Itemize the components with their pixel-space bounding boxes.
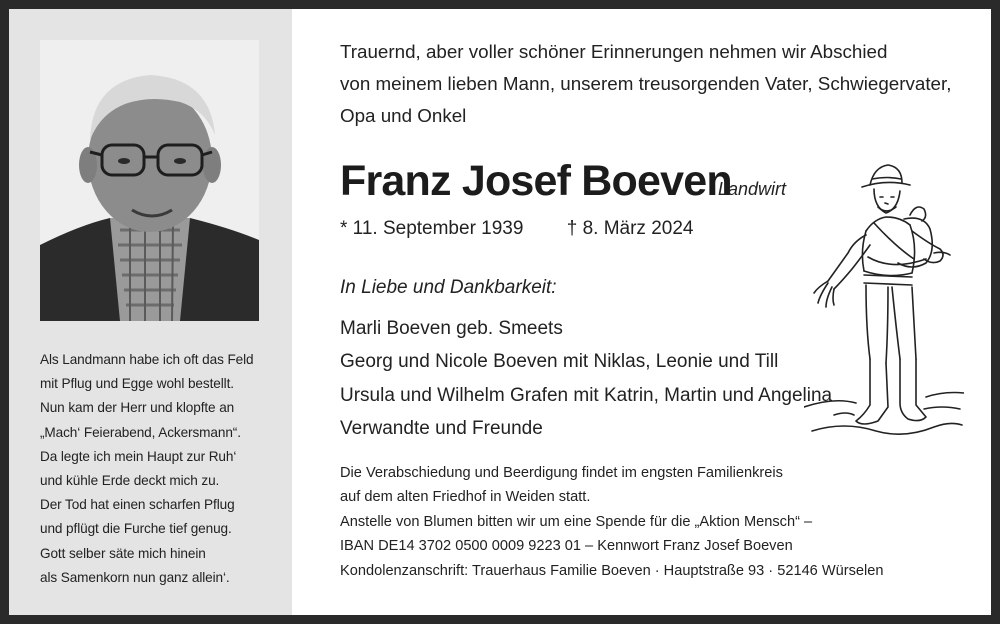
notice-line: Anstelle von Blumen bitten wir um eine Spende für die „Aktion Mensch“ –	[340, 513, 813, 530]
poem-line: als Samenkorn nun ganz allein‘.	[40, 569, 230, 585]
poem-line: mit Pflug und Egge wohl bestellt.	[40, 376, 234, 392]
mourner-line: Ursula und Wilhelm Grafen mit Katrin, Martin und Angelina	[340, 384, 833, 406]
notice-line: auf dem alten Friedhof in Weiden statt.	[340, 489, 591, 506]
notice-line: IBAN DE14 3702 0500 0009 9223 01 – Kennwort Franz Josef Boeven	[340, 538, 793, 555]
mourner-line: Marli Boeven geb. Smeets	[340, 318, 563, 339]
poem-line: Nun kam der Herr und klopfte an	[40, 400, 235, 416]
poem-line: Da legte ich mein Haupt zur Ruh‘	[40, 448, 237, 464]
poem	[40, 348, 285, 590]
portrait-illustration	[40, 40, 259, 321]
intro-line: von meinem lieben Mann, unserem treusorgenden Vater, Schwiegervater,	[340, 73, 952, 94]
mourner-line: Verwandte und Freunde	[340, 418, 543, 440]
poem-line: Gott selber säte mich hinein	[40, 545, 206, 561]
portrait-photo	[40, 40, 259, 321]
obituary-card	[9, 9, 991, 615]
poem-line: Der Tod hat einen scharfen Pflug	[40, 497, 235, 513]
deceased-name: Franz Josef Boeven	[340, 157, 732, 205]
intro-text	[340, 36, 951, 132]
intro-line: Opa und Onkel	[340, 105, 467, 126]
intro-line: Trauernd, aber voller schöner Erinnerungen nehmen wir Abschied	[340, 41, 888, 62]
poem-line: und kühle Erde deckt mich zu.	[40, 473, 220, 489]
funeral-notice	[340, 461, 884, 583]
poem-line: „Mach‘ Feierabend, Ackersmann“.	[40, 424, 241, 440]
poem-line: Als Landmann habe ich oft das Feld	[40, 352, 254, 367]
thanks-heading: In Liebe und Dankbarkeit:	[340, 277, 557, 298]
death-date: † 8. März 2024	[566, 218, 694, 239]
notice-line: Die Verabschiedung und Beerdigung findet im engsten Familienkreis	[340, 465, 783, 481]
notice-line: Kondolenzanschrift: Trauerhaus Familie Boeven · Hauptstraße 93 · 52146 Würselen	[340, 562, 884, 579]
mourners-list	[340, 312, 832, 446]
birth-date: * 11. September 1939	[340, 218, 524, 239]
sidebar	[9, 9, 292, 615]
poem-line: und pflügt die Furche tief genug.	[40, 521, 232, 537]
deceased-occupation: Landwirt	[718, 179, 787, 199]
mourner-line: Georg und Nicole Boeven mit Niklas, Leonie und Till	[340, 351, 779, 373]
life-dates	[340, 218, 693, 240]
sower-illustration	[804, 159, 964, 444]
